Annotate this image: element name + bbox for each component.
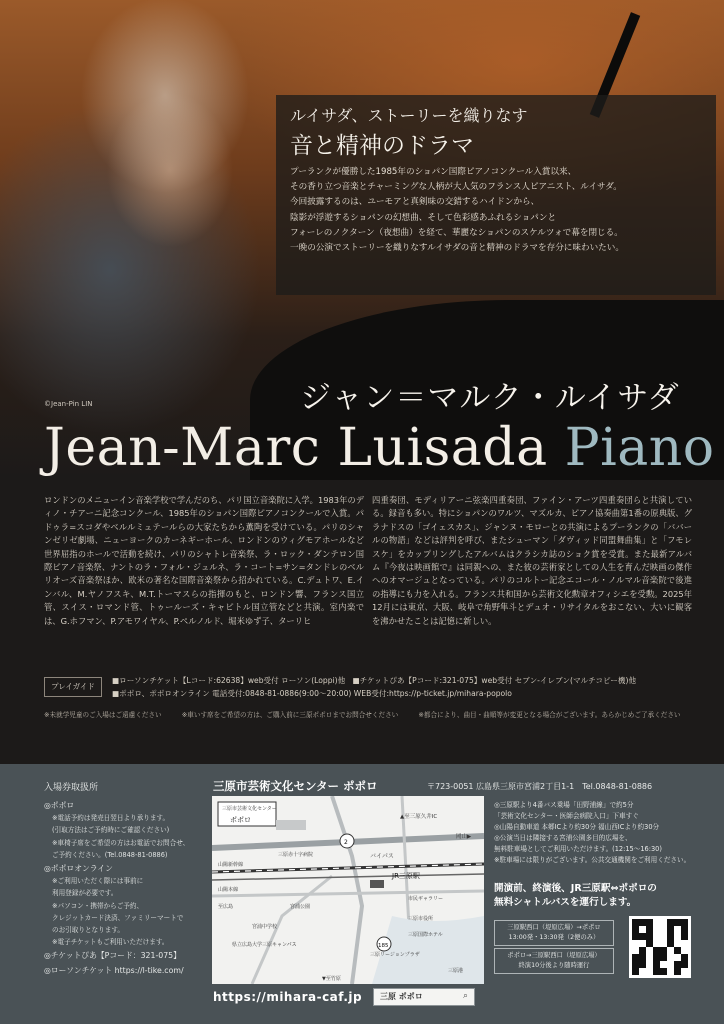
map-label-university: 県立広島大学三原キャンパス xyxy=(232,942,297,948)
bio-right-column: 四重奏団、モディリアーニ弦楽四重奏団、ファイン・アーツ四重奏団らと共演している。録音も多い。特にショパンのワルツ、マズルカ、ピアノ協奏曲第1番の原典版、グラナドスの「ゴイェスカス」、ジャンヌ・モローとの共演によるプーランクの「ババールの物語」などは評判を呼び、またシューマン「ダヴィッド同盟舞曲集」と「フモレスケ」をカップリングしたアルバムはクラシカ誌のショク賞を受賞。また最新アルバム『今夜は映画館で』は同親への、また彼の芸術家としての人生を育んだ映画の傑作へのオマージュとなっている。パリのコルトー記念エコール・ノルマル音楽院で後進の指導にも力を入れる。フランス共和国から芸術文化勲章オフィシエを受勲。2025年12月には東京、大阪、岐阜で角野隼斗とデュオ・リサイタルをおこない、大いに観客を沸かせたことは記憶に新しい。 xyxy=(372,495,692,626)
qr-module xyxy=(660,940,667,947)
map-label-popolo: ポポロ xyxy=(230,816,251,824)
outlet-lawson: ◎ローソンチケット https://l-tike.com/ xyxy=(44,965,184,975)
access-line: ◎山陽自動車道 本郷ICより約30分 福山西ICより約30分 xyxy=(494,823,660,831)
qr-module xyxy=(681,954,688,961)
access-line: ※駐車場には限りがございます。公共交通機関をご利用ください。 xyxy=(494,856,691,864)
hero-photo xyxy=(0,0,724,480)
shuttle-notice xyxy=(494,882,709,910)
map-label-school: 宮浦中学校 xyxy=(252,924,278,930)
map-label-hospital: 三原赤十字病院 xyxy=(278,852,314,858)
outlet-pia: ◎チケットぴあ【Pコード：321-075】 xyxy=(44,951,181,961)
qr-module xyxy=(646,968,653,975)
qr-module xyxy=(639,961,646,968)
map-label-port: 三原港 xyxy=(448,968,464,974)
qr-module xyxy=(632,961,639,968)
search-icon: ⌕ xyxy=(462,991,469,1001)
bus-schedule-outbound xyxy=(494,920,614,946)
qr-module xyxy=(639,947,646,954)
artist-name-en xyxy=(44,418,715,478)
qr-module xyxy=(632,926,639,933)
qr-module xyxy=(653,954,660,961)
qr-module xyxy=(660,947,667,954)
qr-module xyxy=(646,954,653,961)
artist-name-ja: ジャン＝マルク・ルイサダ xyxy=(300,380,680,416)
intro-line: 一晩の公演でストーリーを織りなすルイサダの音と精神のドラマを存分に味わいたい。 xyxy=(290,243,624,254)
qr-module xyxy=(639,968,646,975)
outlet-note: のお引取りとなります。 xyxy=(52,926,125,935)
playguide-label: プレイガイド xyxy=(44,677,102,697)
note-item: ※車いす席をご希望の方は、ご購入前に三原ポポロまでお問合せください xyxy=(181,711,399,719)
qr-module xyxy=(639,940,646,947)
qr-module xyxy=(681,940,688,947)
map-label-hotel: 三原国際ホテル xyxy=(408,932,443,938)
qr-module xyxy=(639,926,646,933)
bus-schedule-return xyxy=(494,948,614,974)
map-label-sanyo-line: 山陽本線 xyxy=(218,887,239,893)
qr-module xyxy=(674,933,681,940)
map-label-center: 三原市芸術文化センター xyxy=(222,806,277,812)
bus-times: 終演10分後より随時運行 xyxy=(518,962,590,969)
access-line: 無料駐車場としてご利用いただけます。(12:15〜16:30) xyxy=(494,845,662,853)
playguide-row-1 xyxy=(112,675,636,686)
qr-module xyxy=(646,947,653,954)
intro-line: 陰影が浮遊するショパンの幻想曲、そして色彩感あふれるショパンと xyxy=(290,212,557,223)
outlet-popolo: ◎ポポロ xyxy=(44,801,75,810)
instrument-label: Piano xyxy=(564,418,715,478)
note-item: ※都合により、曲目・曲順等が変更となる場合がございます。あらかじめご了承ください xyxy=(418,711,681,719)
access-line: ◎三原駅より4番バス乗場「田野浦線」で約5分 xyxy=(494,801,634,809)
qr-module xyxy=(681,961,688,968)
intro-title: 音と精神のドラマ xyxy=(290,133,474,159)
notes xyxy=(44,709,699,719)
qr-module xyxy=(653,933,660,940)
qr-module xyxy=(674,954,681,961)
photo-credit: ©Jean-Pin LIN xyxy=(44,400,93,408)
qr-module xyxy=(660,926,667,933)
qr-module xyxy=(632,968,639,975)
map-label-okayama: 岡山▶ xyxy=(456,834,472,840)
qr-module xyxy=(639,919,646,926)
qr-module xyxy=(646,926,653,933)
note-item: ※未就学児童のご入場はご遠慮ください xyxy=(44,711,162,719)
bus-route: 三原駅西口（堤原広場）→ポポロ xyxy=(507,924,601,931)
qr-module xyxy=(667,968,674,975)
qr-module xyxy=(674,961,681,968)
venue-url[interactable]: https://mihara-caf.jp xyxy=(213,990,363,1004)
map-label-city-hall: 三原市役所 xyxy=(408,916,434,922)
qr-module xyxy=(674,947,681,954)
qr-module xyxy=(660,961,667,968)
qr-module xyxy=(681,919,688,926)
footer xyxy=(0,764,724,1024)
artist-name-latin: Jean-Marc Luisada xyxy=(44,418,548,478)
qr-module xyxy=(660,968,667,975)
map-label-park: 宮浦公園 xyxy=(290,904,311,910)
playguide-row-2: ■ポポロ、ポポロオンライン 電話受付:0848-81-0886(9:00〜20:00) WEB受付:https://p-ticket.jp/mihara-popolo xyxy=(112,689,512,698)
outlet-note: ご予約ください。(Tel.0848-81-0886) xyxy=(52,850,168,859)
map-label-hiroshima: 至広島 xyxy=(218,904,234,910)
map-label-shinkansen: 山陽新幹線 xyxy=(218,862,244,868)
outlet-note: ※パソコン・携帯からご予約、 xyxy=(52,901,144,910)
qr-module xyxy=(681,926,688,933)
qr-module xyxy=(667,933,674,940)
access-line: ◎公演当日は隣接する宮浦公園多目的広場を、 xyxy=(494,834,632,842)
map-label-route-2: 2 xyxy=(344,839,348,846)
map-label-station: JR三原駅 xyxy=(392,872,420,880)
shuttle-line: 開演前、終演後、JR三原駅⇔ポポロの xyxy=(494,883,657,894)
qr-module xyxy=(667,926,674,933)
outlet-note: ※電話予約は発売日翌日より承ります。 xyxy=(52,814,170,823)
qr-module xyxy=(674,926,681,933)
qr-module xyxy=(632,954,639,961)
map-label-takehara: ▼至竹原 xyxy=(322,976,341,982)
qr-module xyxy=(667,940,674,947)
qr-module xyxy=(646,933,653,940)
intro-line: フォーレのノクターン（夜想曲）を経て、華麗なショパンのスケルツォで幕を閉じる。 xyxy=(290,227,623,238)
venue-name: 三原市芸術文化センター ポポロ xyxy=(213,779,378,793)
qr-module xyxy=(653,940,660,947)
search-box[interactable] xyxy=(373,988,475,1006)
qr-code[interactable] xyxy=(629,916,691,978)
shuttle-line: 無料シャトルバスを運行します。 xyxy=(494,897,637,908)
intro-line: 今回披露するのは、ユーモアと真剣味の交錯するハイドンから、 xyxy=(290,197,540,208)
intro-panel xyxy=(276,95,716,295)
access-map xyxy=(212,796,484,984)
map-label-ic: ▲至三原久井IC xyxy=(400,814,438,820)
bio-left-column: ロンドンのメニューイン音楽学校で学んだのち、パリ国立音楽院に入学。1983年のディノ・チアーニ記念コンクール、1985年のショパン国際ピアノコンクールで入賞。パドゥラ=スコダやベルルミュテールらの大家たちから薫陶を受けている。パリのシャンゼリゼ劇場、ニューヨークのカーネギーホール、ロンドンのウィグモアホールなど世界屈指のホールで活動を続け、パリのシャトレ音楽祭、ラ・ロック・ダンテロン国際ピアノ音楽祭、ナントのラ・フォル・ジュルネ、ラ・コート=サン=タンドレのベルリオーズ音楽祭ほか、欧米の著名な国際音楽祭から招かれている。C.デュトワ、E.インバル、M.ヤノフスキ、M.T.トーマスらの指揮のもと、ロンドン響、フランス国立管、スイス・ロマンド管、トゥールーズ・キャピトル国立管などと共演。室内楽では、G.ホフマン、P.アモワイヤル、P.ペルノルド、堀米ゆず子、ターリヒ xyxy=(44,495,364,626)
outlet-note: ※ご利用いただく際には事前に xyxy=(52,877,144,886)
qr-module xyxy=(653,926,660,933)
access-info xyxy=(494,800,709,866)
qr-module xyxy=(632,947,639,954)
qr-module xyxy=(646,919,653,926)
qr-module xyxy=(681,933,688,940)
map-label-gallery: 市民ギャラリー xyxy=(408,896,444,902)
map-label-plaza: 三原リージョンプラザ xyxy=(370,952,420,958)
qr-module xyxy=(653,919,660,926)
qr-module xyxy=(646,940,653,947)
outlet-note: 利用登録が必要です。 xyxy=(52,889,118,898)
ticket-outlets-list xyxy=(44,798,204,977)
outlet-note: ※電子チケットもご利用いただけます。 xyxy=(52,938,169,947)
intro-body xyxy=(290,165,710,256)
outlet-note: クレジットカード決済、ファミリーマートで xyxy=(52,913,184,922)
access-line: 「芸術文化センター・医師会病院入口」下車すぐ xyxy=(494,812,639,820)
qr-module xyxy=(653,947,660,954)
ticket-outlets-title: 入場券取扱所 xyxy=(44,783,99,793)
qr-module xyxy=(667,954,674,961)
qr-module xyxy=(667,919,674,926)
pia-ticket-info: ■チケットぴあ【Pコード:321-075】web受付 セブン-イレブン(マルチコピー機)他 xyxy=(352,676,637,685)
qr-module xyxy=(639,933,646,940)
outlet-note: (引取方法はご予約時にご確認ください) xyxy=(52,826,170,835)
qr-module xyxy=(632,933,639,940)
venue-address: 〒723-0051 広島県三原市宮浦2丁目1-1 Tel.0848-81-0886 xyxy=(427,782,653,791)
intro-line: プーランクが優勝した1985年のショパン国際ピアノコンクール入賞以来、 xyxy=(290,167,577,177)
map-label-bypass: バイパス xyxy=(370,853,394,860)
search-text: 三原 ポポロ xyxy=(380,992,423,1001)
qr-module xyxy=(632,919,639,926)
qr-module xyxy=(667,961,674,968)
qr-module xyxy=(681,947,688,954)
qr-module xyxy=(667,947,674,954)
qr-module xyxy=(646,961,653,968)
qr-module xyxy=(639,954,646,961)
qr-module xyxy=(681,968,688,975)
qr-module xyxy=(674,968,681,975)
qr-module xyxy=(653,968,660,975)
outlet-popolo-online: ◎ポポロオンライン xyxy=(44,864,113,874)
qr-module xyxy=(660,933,667,940)
map-label-route-185: 185 xyxy=(378,943,389,949)
qr-module xyxy=(674,940,681,947)
qr-module xyxy=(632,940,639,947)
lawson-ticket-info: ■ローソンチケット【Lコード:62638】web受付 ローソン(Loppi)他 xyxy=(112,676,346,685)
bus-route: ポポロ→三原駅西口（堤原広場） xyxy=(507,952,601,959)
qr-module xyxy=(660,954,667,961)
intro-line: その香り立つ音楽とチャーミングな人柄が大人気のフランス人ピアニスト、ルイサダ。 xyxy=(290,182,622,193)
qr-module xyxy=(660,919,667,926)
qr-module xyxy=(674,919,681,926)
bus-times: 13:00発・13:30発（2便のみ） xyxy=(508,934,600,941)
outlet-note: ※車椅子席をご希望の方はお電話でお問合せ、 xyxy=(52,838,190,847)
intro-kicker: ルイサダ、ストーリーを織りなす xyxy=(290,106,528,125)
qr-module xyxy=(653,961,660,968)
